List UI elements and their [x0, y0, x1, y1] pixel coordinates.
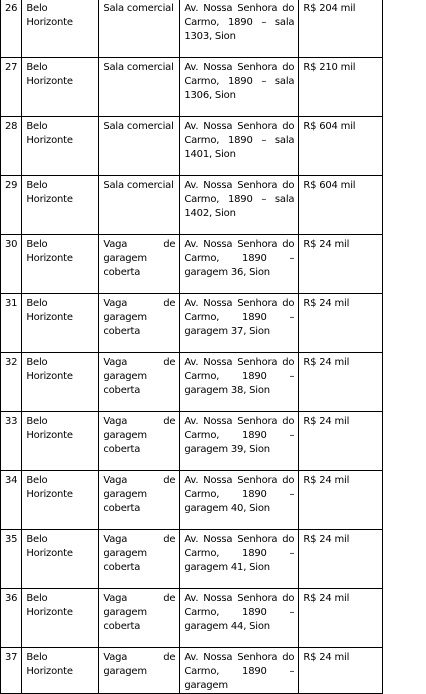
address-cell: Av. Nossa Senhora do Carmo, 1890 – sala 1401, Sion	[180, 117, 299, 176]
price-cell: R$ 24 mil	[299, 412, 383, 471]
table-row	[1, 117, 383, 176]
type-cell: Sala comercial	[99, 176, 180, 235]
type-cell: Sala comercial	[99, 117, 180, 176]
row-number: 28	[1, 117, 22, 176]
row-number: 35	[1, 530, 22, 589]
row-number: 26	[1, 0, 22, 58]
address-cell: Av. Nossa Senhora do Carmo, 1890 – sala 1306, Sion	[180, 58, 299, 117]
table-row	[1, 176, 383, 235]
price-cell: R$ 24 mil	[299, 353, 383, 412]
type-cell: Vaga de garagem coberta	[99, 353, 180, 412]
table-row	[1, 353, 383, 412]
city-cell: Belo Horizonte	[22, 648, 99, 694]
address-cell: Av. Nossa Senhora do Carmo, 1890 – sala 1303, Sion	[180, 0, 299, 58]
row-number: 32	[1, 353, 22, 412]
table-row	[1, 648, 383, 694]
city-cell: Belo Horizonte	[22, 471, 99, 530]
row-number: 30	[1, 235, 22, 294]
type-cell: Vaga de garagem coberta	[99, 235, 180, 294]
city-cell: Belo Horizonte	[22, 530, 99, 589]
city-cell: Belo Horizonte	[22, 235, 99, 294]
city-cell: Belo Horizonte	[22, 589, 99, 648]
address-cell: Av. Nossa Senhora do Carmo, 1890 – garagem 37, Sion	[180, 294, 299, 353]
city-cell: Belo Horizonte	[22, 117, 99, 176]
row-number: 31	[1, 294, 22, 353]
address-cell: Av. Nossa Senhora do Carmo, 1890 – garagem 39, Sion	[180, 412, 299, 471]
type-cell: Vaga de garagem coberta	[99, 530, 180, 589]
row-number: 27	[1, 58, 22, 117]
price-cell: R$ 210 mil	[299, 58, 383, 117]
price-cell: R$ 24 mil	[299, 648, 383, 694]
price-cell: R$ 604 mil	[299, 117, 383, 176]
row-number: 34	[1, 471, 22, 530]
table-row	[1, 471, 383, 530]
price-cell: R$ 24 mil	[299, 530, 383, 589]
row-number: 37	[1, 648, 22, 694]
table-row	[1, 530, 383, 589]
price-cell: R$ 24 mil	[299, 471, 383, 530]
address-cell: Av. Nossa Senhora do Carmo, 1890 – garagem 38, Sion	[180, 353, 299, 412]
table-row	[1, 412, 383, 471]
type-cell: Vaga de garagem coberta	[99, 294, 180, 353]
address-cell: Av. Nossa Senhora do Carmo, 1890 – garagem	[180, 648, 299, 694]
city-cell: Belo Horizonte	[22, 412, 99, 471]
type-cell: Vaga de garagem coberta	[99, 471, 180, 530]
table-row	[1, 589, 383, 648]
table-row	[1, 294, 383, 353]
table-row	[1, 0, 383, 58]
table-row	[1, 58, 383, 117]
type-cell: Vaga de garagem coberta	[99, 412, 180, 471]
row-number: 29	[1, 176, 22, 235]
address-cell: Av. Nossa Senhora do Carmo, 1890 – garagem 40, Sion	[180, 471, 299, 530]
price-cell: R$ 204 mil	[299, 0, 383, 58]
address-cell: Av. Nossa Senhora do Carmo, 1890 – garagem 36, Sion	[180, 235, 299, 294]
city-cell: Belo Horizonte	[22, 294, 99, 353]
address-cell: Av. Nossa Senhora do Carmo, 1890 – garagem 41, Sion	[180, 530, 299, 589]
price-cell: R$ 24 mil	[299, 589, 383, 648]
type-cell: Sala comercial	[99, 0, 180, 58]
type-cell: Vaga de garagem	[99, 648, 180, 694]
type-cell: Sala comercial	[99, 58, 180, 117]
city-cell: Belo Horizonte	[22, 58, 99, 117]
price-cell: R$ 604 mil	[299, 176, 383, 235]
city-cell: Belo Horizonte	[22, 176, 99, 235]
price-cell: R$ 24 mil	[299, 294, 383, 353]
city-cell: Belo Horizonte	[22, 353, 99, 412]
price-cell: R$ 24 mil	[299, 235, 383, 294]
type-cell: Vaga de garagem coberta	[99, 589, 180, 648]
table-row	[1, 235, 383, 294]
address-cell: Av. Nossa Senhora do Carmo, 1890 – sala 1402, Sion	[180, 176, 299, 235]
row-number: 36	[1, 589, 22, 648]
city-cell: Belo Horizonte	[22, 0, 99, 58]
property-table-body	[1, 0, 383, 694]
row-number: 33	[1, 412, 22, 471]
address-cell: Av. Nossa Senhora do Carmo, 1890 – garagem 44, Sion	[180, 589, 299, 648]
